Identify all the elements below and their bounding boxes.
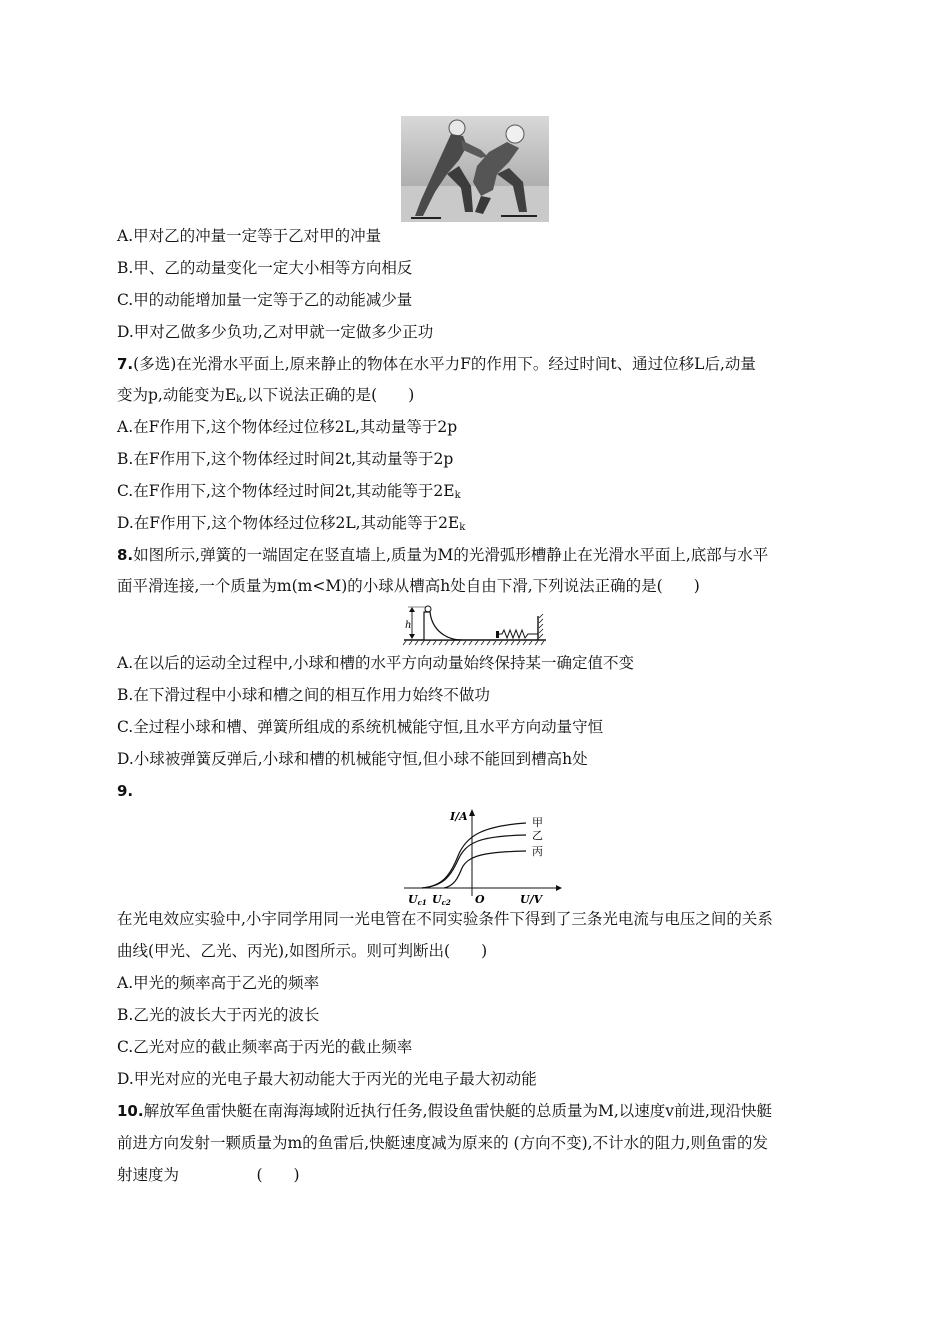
q7-stem-line2 [117,385,414,410]
q8-stem-line2: 面平滑连接,一个质量为m(m<M)的小球从槽高h处自由下滑,下列说法正确的是( ) [117,577,700,595]
q6-option-a: A.甲对乙的冲量一定等于乙对甲的冲量 [117,227,382,245]
skaters-photo [401,116,549,222]
curve-yi [422,835,526,888]
curve-label-jia: 甲 [532,816,543,829]
q7-number: 7. [117,355,134,373]
q7-option-c-text: C.在F作用下,这个物体经过时间2t,其动能等于2E [117,482,455,500]
q10-stem-text: 解放军鱼雷快艇在南海海域附近执行任务,假设鱼雷快艇的总质量为M,以速度v前进,现沿快艇 [143,1102,772,1120]
q7-option-c [117,481,461,506]
q10-stem-line3: 射速度为 ( ) [117,1166,300,1184]
q7-stem-line2-post: ,以下说法正确的是( ) [242,386,415,404]
photoelectric-iv-graph [400,806,580,906]
q8-stem-text: 如图所示,弹簧的一端固定在竖直墙上,质量为M的光滑弧形槽静止在光滑水平面上,底部与水平 [133,546,769,564]
trough-spring-diagram [402,604,548,648]
q8-number: 8. [117,546,134,564]
y-axis-label: I/A [450,810,468,823]
q6-option-b: B.甲、乙的动量变化一定大小相等方向相反 [117,259,413,277]
skaters-illustration [401,116,549,222]
q10-number: 10. [117,1102,144,1120]
uc1-label: Uc1 [408,893,427,906]
q7-option-a: A.在F作用下,这个物体经过位移2L,其动量等于2p [117,418,458,436]
q6-option-c: C.甲的动能增加量一定等于乙的动能减少量 [117,291,413,309]
q9-number: 9. [117,782,134,800]
uc2-label: Uc2 [432,893,451,906]
origin-label: O [475,893,485,906]
q10-stem-line1 [117,1101,772,1121]
q8-option-c: C.全过程小球和槽、弹簧所组成的系统机械能守恒,且水平方向动量守恒 [117,718,604,736]
q8-stem-line1 [117,545,768,565]
q7-option-d-text: D.在F作用下,这个物体经过位移2L,其动能等于2E [117,514,460,532]
q8-option-b: B.在下滑过程中小球和槽之间的相互作用力始终不做功 [117,686,490,704]
q9-number-line [117,781,133,801]
q7-option-d [117,513,465,538]
q7-stem-line1 [117,354,756,374]
q9-option-c: C.乙光对应的截止频率高于丙光的截止频率 [117,1038,413,1056]
curve-bing [444,851,526,888]
curve-label-yi: 乙 [532,829,543,842]
q9-stem-line1: 在光电效应实验中,小宇同学用同一光电管在不同实验条件下得到了三条光电流与电压之间的关系 [117,910,773,928]
q9-option-a: A.甲光的频率高于乙光的频率 [117,974,320,992]
q7-stem-text: (多选)在光滑水平面上,原来静止的物体在水平力F的作用下。经过时间t、通过位移L后,动量 [133,355,756,373]
q8-option-d: D.小球被弹簧反弹后,小球和槽的机械能守恒,但小球不能回到槽高h处 [117,750,588,768]
q9-option-d: D.甲光对应的光电子最大初动能大于丙光的光电子最大初动能 [117,1070,537,1088]
q8-option-a: A.在以后的运动全过程中,小球和槽的水平方向动量始终保持某一确定值不变 [117,654,635,672]
q10-stem-line2: 前进方向发射一颗质量为m的鱼雷后,快艇速度减为原来的 (方向不变),不计水的阻力,则鱼雷的发 [117,1134,769,1152]
q9-stem-line2: 曲线(甲光、乙光、丙光),如图所示。则可判断出( ) [117,942,488,960]
curve-label-bing: 丙 [532,845,543,858]
q7-option-c-sub: k [454,490,461,501]
q7-option-d-sub: k [459,522,466,533]
q7-stem-sub-k: k [236,394,243,405]
x-axis-label: U/V [520,893,543,906]
curve-jia [422,823,526,888]
q7-option-b: B.在F作用下,这个物体经过时间2t,其动量等于2p [117,450,454,468]
q7-stem-line2-pre: 变为p,动能变为E [117,386,237,404]
q6-option-d: D.甲对乙做多少负功,乙对甲就一定做多少正功 [117,323,434,341]
height-label: h [405,620,412,631]
q9-option-b: B.乙光的波长大于丙光的波长 [117,1006,320,1024]
